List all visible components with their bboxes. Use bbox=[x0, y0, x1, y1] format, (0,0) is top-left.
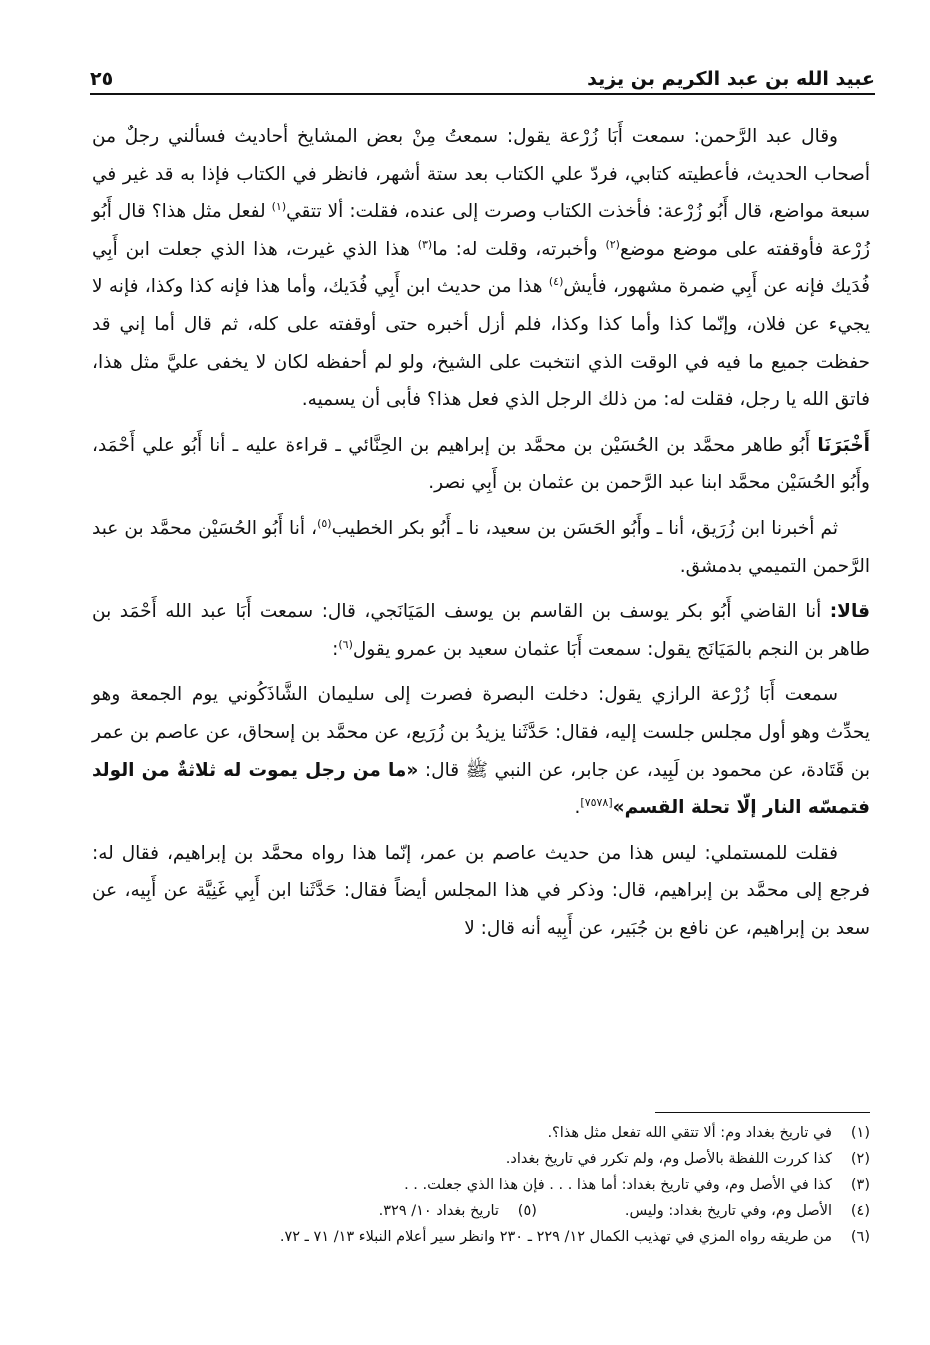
page-number: ٢٥ bbox=[90, 68, 114, 90]
footnotes bbox=[92, 1120, 870, 1250]
paragraph-6: فقلت للمستملي: ليس هذا من حديث عاصم بن عمر، إنّما هذا رواه محمَّد بن إبراهيم، فقال له: فرجع إلى محمَّد بن إبراهيم، قال: وذكر في هذا المجلس أيضاً فقال: حَدَّثَنا ابن أَبِي غَنِيَّة عن أَبِيه، عن سعد بن إبراهيم، عن نافع بن جُبَير، عن أَبِيه أنه قال: لا bbox=[92, 842, 870, 939]
paragraph-5: سمعت أَبَا زُرْعة الرازي يقول: دخلت البصرة فصرت إلى سليمان الشَّاذَكُوني يوم الجمعة وهو يحدِّث وهو أول مجلس جلست إليه، فقال: حَدَّثَنا يزيدُ بن زُرَيع، عن محمَّد بن إسحاق، عن عاصم بن عمر بن قَتَادة، عن محمود بن لَبِيد، عن جابر، عن النبي ﷺ قال: «ما من رجل يموت له ثلاثةٌ من الولد فتمسّه النار إلّا تحلة القسم»[٧٥٧٨]. bbox=[92, 684, 870, 819]
footnote: (١) في تاريخ بغداد وم: ألا تتقي الله تفعل مثل هذا؟. bbox=[547, 1125, 870, 1141]
paragraph-2: أَخْبَرَنَا أَبُو طاهر محمَّد بن الحُسَيْن بن محمَّد بن إبراهيم بن الحِنَّائي ـ قراءة عليه ـ أنا أَبُو علي أَحْمَد، وأَبُو الحُسَيْن محمَّد ابنا عبد الرَّحمن بن عثمان بن أَبِي نصر. bbox=[92, 434, 870, 494]
paragraph-1: وقال عبد الرَّحمن: سمعت أَبَا زُرْعة يقول: سمعتُ مِنْ بعض المشايخ أحاديث فسألني رجلٌ من أصحاب الحديث، فأعطيته كتابي، فردّ علي الكتاب بعد ستة أشهر، فانظر في الكتاب فإذا به قد غير في سبعة مواضع، قال أَبُو زُرْعة: فأخذت الكتاب وصرت إلى عنده، فقلت: ألا تتقي$^{(١)}$ لفعل مثل هذا؟ قال أَبُو زُرْعة فأوقفته على موضع موضع$^{(٢)}$ وأخبرته، وقلت له: ما$^{(٣)}$ هذا الذي غيرت، هذا الذي جعلت ابن أَبِي فُدَيك فإنه عن أَبِي ضمرة مشهور، فأيش$^{(٤)}$ هذا من حديث ابن أَبِي فُدَيك، وأما هذا فإنه كذا وكذا، فإنه لا يجيء عن فلان، وإنّما كذا وأما كذا وكذا، فلم أزل أخبره حتى أوقفته على كله، ثم قال أما إني قد حفظت جميع ما فيه في الوقت الذي انتخبت على الشيخ، ولو لم أحفظه لكان لا يخفى عليَّ مثل هذا، فاتق الله يا رجل، فقلت له: من ذلك الرجل الذي فعل هذا؟ فأبى أن يسميه. bbox=[92, 126, 871, 411]
paragraph-4: قالا: أنا القاضي أَبُو بكر يوسف بن القاسم بن يوسف المَيَانَجي، قال: سمعت أَبَا عبد الله أَحْمَد بن طاهر بن النجم بالمَيَانَج يقول: سمعت أَبَا عثمان سعيد بن عمرو يقول$^{(٦)}$: bbox=[92, 601, 870, 660]
footnote-ref-4: (٤) bbox=[548, 275, 564, 289]
paragraph-3: ثم أخبرنا ابن زُرَيق، أنا ـ وأَبُو الحَسَن بن سعيد، نا ـ أَبُو بكر الخطيب$^{(٥)}$، أنا أَبُو الحُسَيْن محمَّد بن عبد الرَّحمن التميمي بدمشق. bbox=[92, 516, 870, 577]
isnad-lead: أَخْبَرَنَا bbox=[817, 434, 870, 456]
footnote: (٤) الأصل وم، وفي تاريخ بغداد: وليس. (٥) تاريخ بغداد ١٠/ ٣٢٩. bbox=[378, 1203, 870, 1219]
isnad-lead: قالا: bbox=[829, 601, 870, 623]
footnote-ref-1: (١) bbox=[271, 200, 287, 214]
footnote: (٢) كذا كررت اللفظة بالأصل وم، ولم تكرر في تاريخ بغداد. bbox=[505, 1151, 870, 1167]
footnote-ref-2: (٢) bbox=[605, 237, 620, 251]
footnote: (٣) كذا في الأصل وم، وفي تاريخ بغداد: أما هذا . . . فإن هذا الذي جعلت. . . bbox=[404, 1177, 870, 1193]
footnote-ref-6: (٦) bbox=[338, 637, 353, 651]
footnote-ref-3: (٣) bbox=[417, 237, 433, 251]
hadith-number: [٧٥٧٨] bbox=[580, 795, 613, 809]
header-rule bbox=[90, 93, 875, 95]
footnote-ref-5: (٥) bbox=[317, 516, 332, 530]
running-title: عبيد الله بن عبد الكريم بن يزيد bbox=[587, 68, 875, 90]
hadith-text: «ما من رجل يموت له ثلاثةٌ من الولد فتمسّه النار إلّا تحلة القسم» bbox=[92, 759, 870, 819]
footnote: (٦) من طريقه رواه المزي في تهذيب الكمال ١٢/ ٢٢٩ ـ ٢٣٠ وانظر سير أعلام النبلاء ١٣/ ٧١ ـ ٧٢. bbox=[279, 1229, 870, 1245]
page-header bbox=[90, 58, 875, 90]
main-text bbox=[92, 118, 870, 955]
footnote-rule bbox=[655, 1112, 870, 1113]
